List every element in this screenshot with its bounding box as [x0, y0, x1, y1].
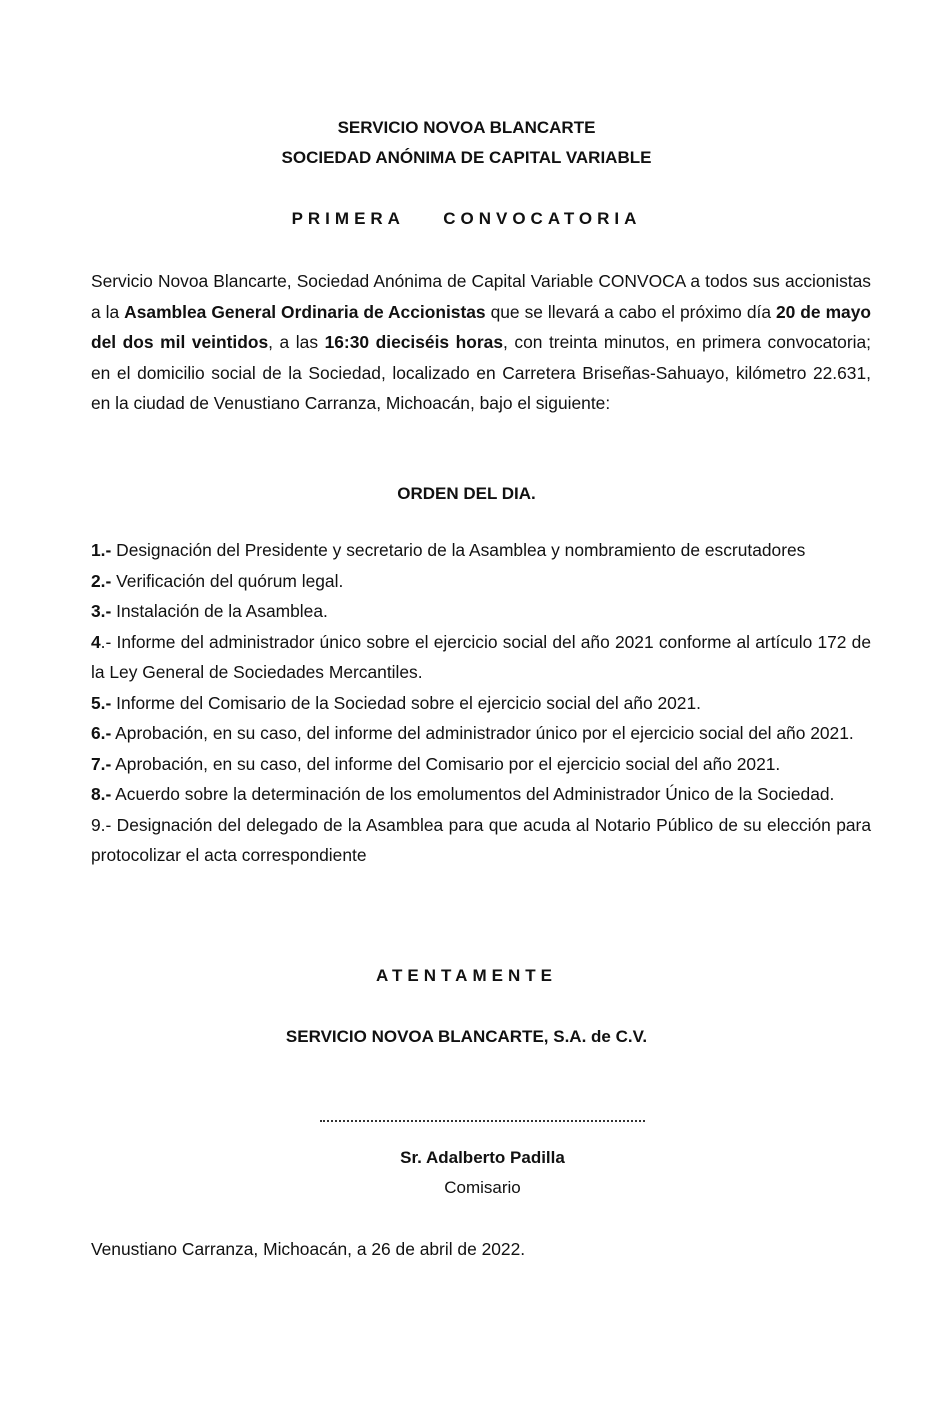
agenda-item-text: .- Informe del administrador único sobre el ejercicio social del año 2021 conforme al artículo 172 de la Ley General de Sociedades Mercantiles. [91, 631, 871, 682]
agenda-item [91, 749, 871, 780]
agenda-item-text: Acuerdo sobre la determinación de los emolumentos del Administrador Único de la Sociedad. [111, 784, 835, 804]
intro-text-2: que se llevará a cabo el próximo día [485, 301, 776, 322]
signer-name: Sr. Adalberto Padilla [400, 1148, 565, 1167]
agenda-item-number: 7.- [91, 753, 112, 774]
agenda-item [91, 535, 871, 566]
agenda-item-number: 6.- [91, 723, 112, 743]
agenda-item-number: 2.- [91, 570, 112, 591]
intro-text-4: , con treinta minutos, en primera convocatoria; en el domicilio social de la Sociedad, localizado en Carretera Briseñas-Sahuayo, kilómetro 22.631, en la ciudad de Venustiano Carranza, Michoacán, bajo el siguiente: [91, 332, 871, 413]
signature-line [320, 1120, 645, 1122]
agenda-item-number: 3.- [91, 601, 112, 621]
agenda-item-text: Instalación de la Asamblea. [111, 601, 328, 621]
intro-text-3: , a las [268, 332, 325, 352]
agenda-item-number: 8.- [91, 784, 112, 804]
agenda-title: ORDEN DEL DIA. [397, 484, 536, 503]
agenda-list [91, 535, 871, 871]
atentamente-heading: ATENTAMENTE [376, 966, 557, 985]
agenda-item-text: Designación del Presidente y secretario de la Asamblea y nombramiento de escrutadores [111, 540, 806, 560]
company-signature-name: SERVICIO NOVOA BLANCARTE, S.A. de C.V. [285, 1027, 648, 1046]
agenda-item [91, 810, 871, 871]
company-name-line1: SERVICIO NOVOA BLANCARTE [337, 118, 596, 137]
intro-text-1: Servicio Novoa Blancarte, Sociedad Anónima de Capital Variable CONVOCA a todos sus accionistas a la [91, 271, 871, 322]
intro-bold-date: 20 de mayo del dos mil veintidos [91, 301, 872, 352]
intro-bold-time: 16:30 dieciséis horas [324, 332, 503, 352]
intro-paragraph [91, 266, 871, 419]
place-date: Venustiano Carranza, Michoacán, a 26 de abril de 2022. [91, 1239, 526, 1259]
intro-bold-assembly: Asamblea General Ordinaria de Accionistas [124, 301, 486, 322]
agenda-item [91, 718, 871, 749]
agenda-item [91, 688, 871, 719]
convocatoria-title: PRIMERA CONVOCATORIA [291, 209, 642, 228]
agenda-item [91, 627, 871, 688]
signer-role: Comisario [444, 1178, 521, 1197]
agenda-item [91, 596, 871, 627]
agenda-item-number: 1.- [91, 540, 112, 560]
agenda-item-text: Informe del Comisario de la Sociedad sobre el ejercicio social del año 2021. [111, 692, 701, 713]
agenda-item-text: Aprobación, en su caso, del informe del Comisario por el ejercicio social del año 2021. [111, 753, 781, 774]
agenda-item [91, 566, 871, 597]
agenda-item-text: Aprobación, en su caso, del informe del administrador único por el ejercicio social del año 2021. [111, 723, 854, 743]
agenda-item [91, 779, 871, 810]
agenda-item-text: Verificación del quórum legal. [111, 570, 344, 591]
agenda-item-number: 4 [91, 631, 101, 652]
agenda-item-text: 9.- Designación del delegado de la Asamblea para que acuda al Notario Público de su elección para protocolizar el acta correspondiente [91, 814, 871, 865]
company-name-line2: SOCIEDAD ANÓNIMA DE CAPITAL VARIABLE [281, 148, 652, 167]
agenda-item-number: 5.- [91, 692, 112, 713]
